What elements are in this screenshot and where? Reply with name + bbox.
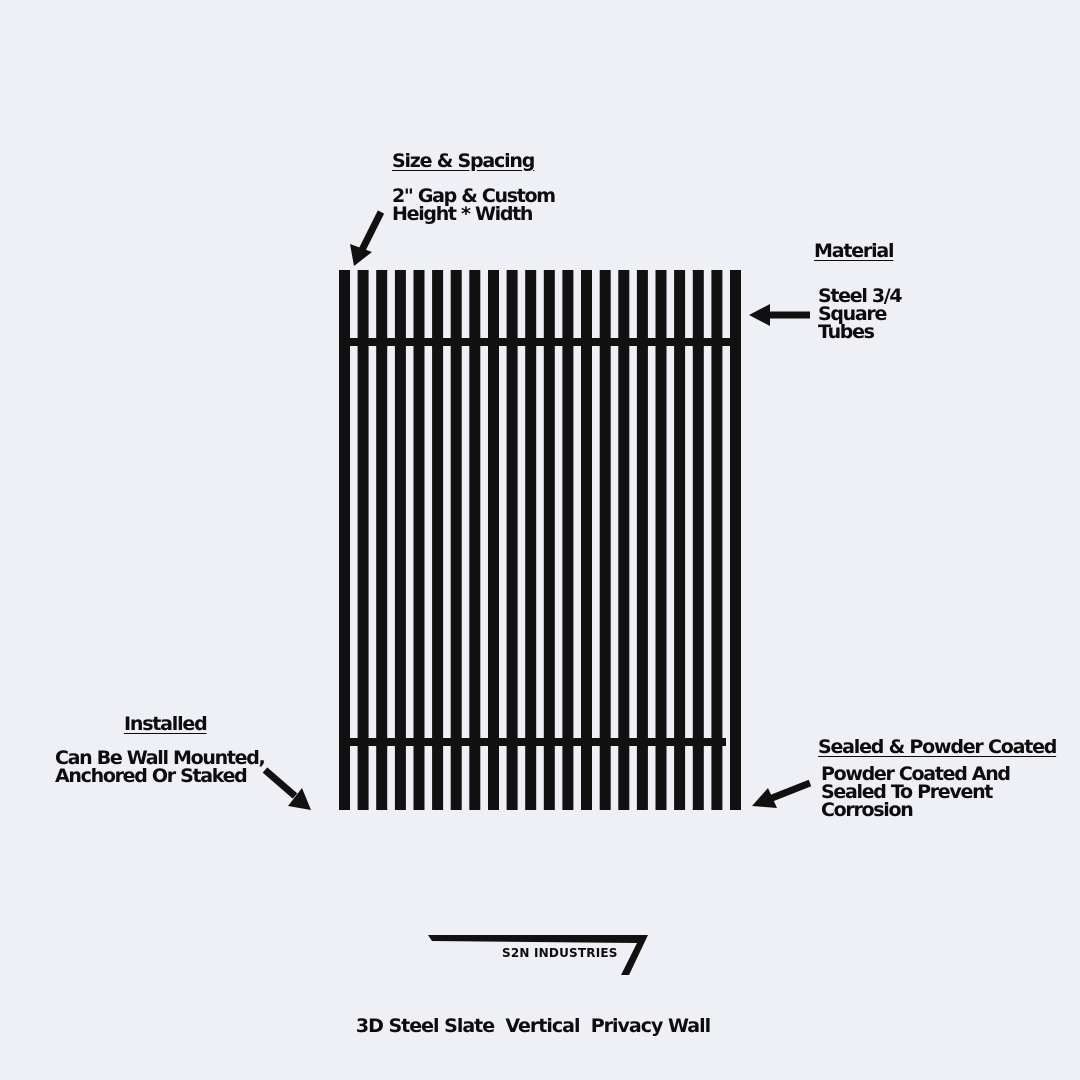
size-spacing-line: Height * Width <box>392 203 533 225</box>
arrow-sealed <box>752 783 810 808</box>
wall-slat <box>525 270 536 810</box>
installed-line: Anchored Or Staked <box>55 765 247 787</box>
wall-slat <box>562 270 573 810</box>
size-spacing-line: 2" Gap & Custom <box>392 185 555 207</box>
sealed-line: Powder Coated And <box>821 763 1010 785</box>
wall-slat <box>469 270 480 810</box>
wall-slat <box>507 270 518 810</box>
sealed-description <box>821 765 1010 819</box>
installed-line: Can Be Wall Mounted, <box>55 747 265 769</box>
material-heading: Material <box>814 240 894 262</box>
arrow-installed <box>265 770 311 810</box>
arrow-size-spacing <box>350 212 381 266</box>
wall-slat <box>693 270 704 810</box>
size-spacing-heading: Size & Spacing <box>392 150 535 172</box>
material-line: Tubes <box>818 321 874 343</box>
wall-slat <box>376 270 387 810</box>
wall-slat <box>618 270 629 810</box>
wall-slat <box>581 270 592 810</box>
sealed-line: Corrosion <box>821 799 913 821</box>
sealed-heading: Sealed & Powder Coated <box>818 736 1057 758</box>
wall-slat <box>544 270 555 810</box>
wall-slat <box>395 270 406 810</box>
product-caption: 3D Steel Slate Vertical Privacy Wall <box>355 1015 711 1037</box>
wall-slat <box>656 270 667 810</box>
material-description <box>818 287 901 341</box>
bottom-rail <box>348 738 726 746</box>
installed-heading: Installed <box>124 713 207 735</box>
arrow-material <box>749 304 810 326</box>
wall-slat <box>432 270 443 810</box>
installed-description <box>55 749 264 785</box>
wall-slat <box>730 270 741 810</box>
top-rail <box>348 338 732 346</box>
wall-slat <box>358 270 369 810</box>
material-line: Steel 3/4 <box>818 285 902 307</box>
s2n-logo-text: S2N INDUSTRIES <box>502 946 618 960</box>
wall-slat <box>674 270 685 810</box>
wall-slat <box>488 270 499 810</box>
wall-slat <box>414 270 425 810</box>
wall-slat <box>600 270 611 810</box>
wall-slats <box>339 270 741 810</box>
material-line: Square <box>818 303 887 325</box>
sealed-line: Sealed To Prevent <box>821 781 993 803</box>
wall-slat <box>451 270 462 810</box>
wall-slat <box>637 270 648 810</box>
wall-slat <box>711 270 722 810</box>
wall-slat <box>339 270 350 810</box>
size-spacing-description <box>392 187 555 223</box>
